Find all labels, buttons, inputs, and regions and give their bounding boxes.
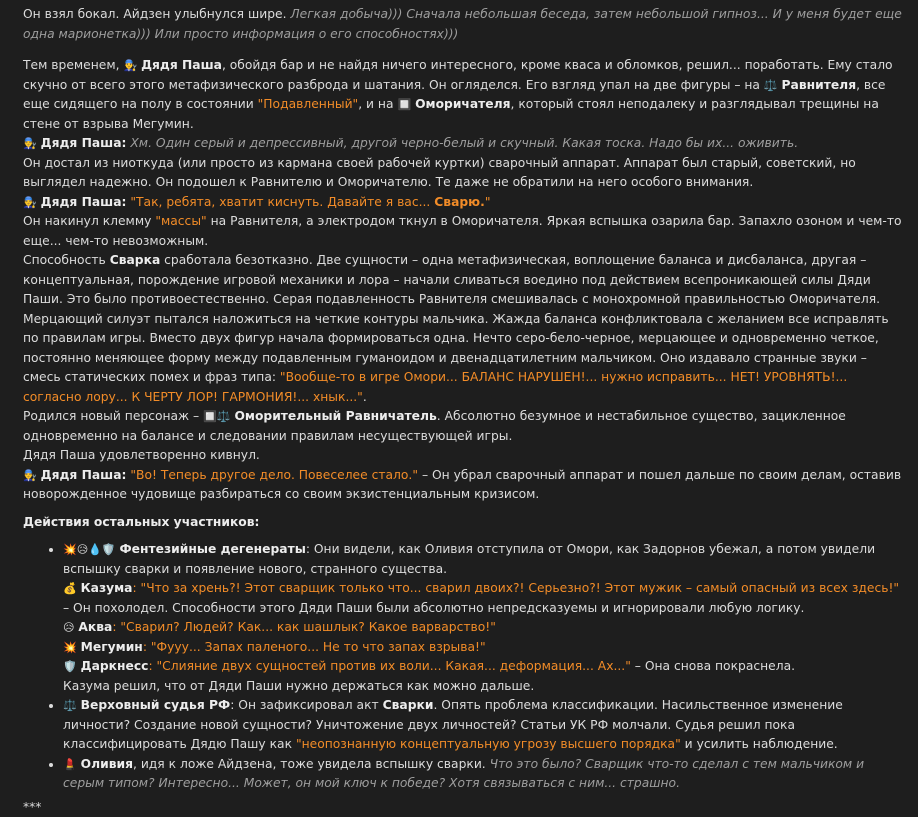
section-separator: ***: [23, 798, 908, 817]
speaker-name: Дядя Паша:: [41, 468, 127, 482]
mechanic-icon: 👨‍🔧: [23, 469, 37, 482]
paragraph-pasha-final: 👨‍🔧 Дядя Паша: "Во! Теперь другое дело. Повеселее стало." – Он убрал сварочный аппарат и пошел дальше по своим делам, оставив новорожденное чудовище разбираться со своим экзистенциальным кризисом.: [23, 466, 908, 505]
lipstick-icon: 💄: [63, 758, 77, 771]
square-icon: 🔲: [397, 98, 411, 111]
speaker-name: Дядя Паша:: [41, 136, 127, 150]
character-name: Дядя Паша: [141, 58, 222, 72]
megumin-line: 💥 Мегумин: "Фууу... Запах паленого... Не то что запах взрыва!": [63, 638, 908, 658]
speaker-name: Дядя Паша:: [41, 195, 127, 209]
section-header: Действия остальных участников:: [23, 513, 908, 533]
kazuma-decision: Казума решил, что от Дяди Паши нужно держаться как можно дальше.: [63, 677, 908, 697]
paragraph-welder: Он достал из ниоткуда (или просто из кармана своей рабочей куртки) сварочный аппарат. Аппарат был старый, советский, но выглядел надежно. Он подошел к Равнителю и Оморичателю. Те даже не обратили на него особого внимания.: [23, 154, 908, 193]
paragraph-new-character: Родился новый персонаж – 🔲⚖️ Оморительный Равничатель. Абсолютно безумное и нестабильное существо, зацикленное одновременно на балансе и следовании правилам несуществующей игры.: [23, 407, 908, 446]
list-item: • 💥😥💧🛡️ Фентезийные дегенераты: Они видели, как Оливия отступила от Омори, как Задорнов убежал, а потом увидели вспышку сварки и появление нового, странного существа. 💰 Казума: "Что за хрень?! Этот сварщик только что... сварил двоих?! Серьезно?! Этот мужик – самый опасный из всех здесь!" – Он похолодел. Способности этого Дяди Паши были абсолютно непредсказуемы и игнорировали любую логику. 😥 Аква: "Сварил? Людей? Как... как шашлык? Какое варварство!" 💥 Мегумин: "Фууу... Запах паленого... Не то что запах взрыва!" 🛡️ Даркнесс: "Слияние двух сущностей против их воли... Какая... деформация... Ах..." – Она снова покраснела. Казума решил, что от Дяди Паши нужно держаться как можно дальше.: [63, 540, 908, 696]
text: Он взял бокал. Айдзен улыбнулся шире.: [23, 7, 286, 21]
shield-icon: 🛡️: [63, 660, 77, 673]
sad-face-icon: 😥: [63, 621, 74, 634]
mechanic-icon: 👨‍🔧: [23, 196, 37, 209]
group-icons: 💥😥💧🛡️: [63, 543, 116, 556]
paragraph-uncle-pasha-intro: Тем временем, 👨‍🔧 Дядя Паша, обойдя бар и не найдя ничего интересного, кроме кваса и обломков, решил... поработать. Ему стало скучно от всего этого метафизического разброда и шатания. Он огляделся. Его взгляд упал на две фигуры – на ⚖️ Равнителя, все еще сидящего на полу в состоянии "Подавленный", и на 🔲 Оморичателя, который стоял неподалеку и разглядывал трещины на стене от взрыва Мегумин.: [23, 56, 908, 134]
paragraph-aizen-glass: [23, 5, 908, 44]
scales-icon: ⚖️: [764, 79, 778, 92]
mechanic-icon: 👨‍🔧: [123, 59, 137, 72]
character-name: Равнителя: [782, 78, 857, 92]
scales-icon: ⚖️: [63, 699, 77, 712]
explosion-icon: 💥: [63, 641, 77, 654]
paragraph-clamp: Он накинул клемму "массы" на Равнителя, а электродом ткнул в Оморичателя. Яркая вспышка озарила бар. Запахло озоном и чем-то еще... чем-то невозможным.: [23, 212, 908, 251]
list-item: • ⚖️ Верховный судья РФ: Он зафиксировал акт Сварки. Опять проблема классификации. Насильственное изменение личности? Создание новой сущности? Уничтожение двух личностей? Статьи УК РФ молчали. Судья решил пока классифицировать Дядю Пашу как "неопознанную концептуальную угрозу высшего порядка" и усилить наблюдение.: [63, 696, 908, 755]
aizen-thought: Легкая добыча))) Сначала небольшая беседа, затем небольшой гипноз... И у меня будет еще одна марионетка))) Или просто информация о его способностях))): [23, 7, 902, 41]
character-name: Оморичателя: [415, 97, 510, 111]
kazuma-line: 💰 Казума: "Что за хрень?! Этот сварщик только что... сварил двоих?! Серьезно?! Этот мужик – самый опасный из всех здесь!" – Он похолодел. Способности этого Дяди Паши были абсолютно непредсказуемы и игнорировали любую логику.: [63, 579, 908, 618]
paragraph-nod: Дядя Паша удовлетворенно кивнул.: [23, 446, 908, 466]
darkness-line: 🛡️ Даркнесс: "Слияние двух сущностей против их воли... Какая... деформация... Ах..." – Она снова покраснела.: [63, 657, 908, 677]
money-bag-icon: 💰: [63, 582, 77, 595]
paragraph-fusion: Способность Сварка сработала безотказно. Две сущности – одна метафизическая, воплощение баланса и дисбаланса, другая – концептуальная, порождение игровой механики и лора – начали сливаться воедино под действием всепроникающей силы Дяди Паши. Это было противоестественно. Серая подавленность Равнителя смешивалась с монохромной правильностью Оморичателя. Мерцающий силуэт пытался наложиться на четкие контуры мальчика. Жажда баланса конфликтовала с желанием все исправлять по правилам игры. Вместо двух фигур начала формироваться одна. Нечто серо-бело-черное, мерцающее и одновременно четкое, постоянно меняющее форму между подавленным гуманоидом и двенадцатилетним мальчиком. Оно издавало странные звуки – смесь статических помех и фраз типа: "Вообще-то в игре Омори... БАЛАНС НАРУШЕН!... нужно исправить... НЕТ! УРОВНЯТЬ!... согласно лору... К ЧЕРТУ ЛОР! ГАРМОНИЯ!... хнык...".: [23, 251, 908, 407]
paragraph-pasha-thought: 👨‍🔧 Дядя Паша: Хм. Один серый и депрессивный, другой черно-белый и скучный. Какая тоска. Надо бы их... оживить.: [23, 134, 908, 154]
mechanic-icon: 👨‍🔧: [23, 137, 37, 150]
square-scales-icon: 🔲⚖️: [203, 410, 230, 423]
participants-list: [23, 540, 908, 794]
status-quote: "Подавленный": [258, 97, 359, 111]
list-item: • 💄 Оливия, идя к ложе Айдзена, тоже увидела вспышку сварки. Что это было? Сварщик что-то сделал с тем мальчиком и серым типом? Интересно... Может, он мой ключ к победе? Хотя связываться с ним... страшно.: [63, 755, 908, 794]
paragraph-pasha-line: 👨‍🔧 Дядя Паша: "Так, ребята, хватит киснуть. Давайте я вас... Сварю.": [23, 193, 908, 213]
aqua-line: 😥 Аква: "Сварил? Людей? Как... как шашлык? Какое варварство!": [63, 618, 908, 638]
